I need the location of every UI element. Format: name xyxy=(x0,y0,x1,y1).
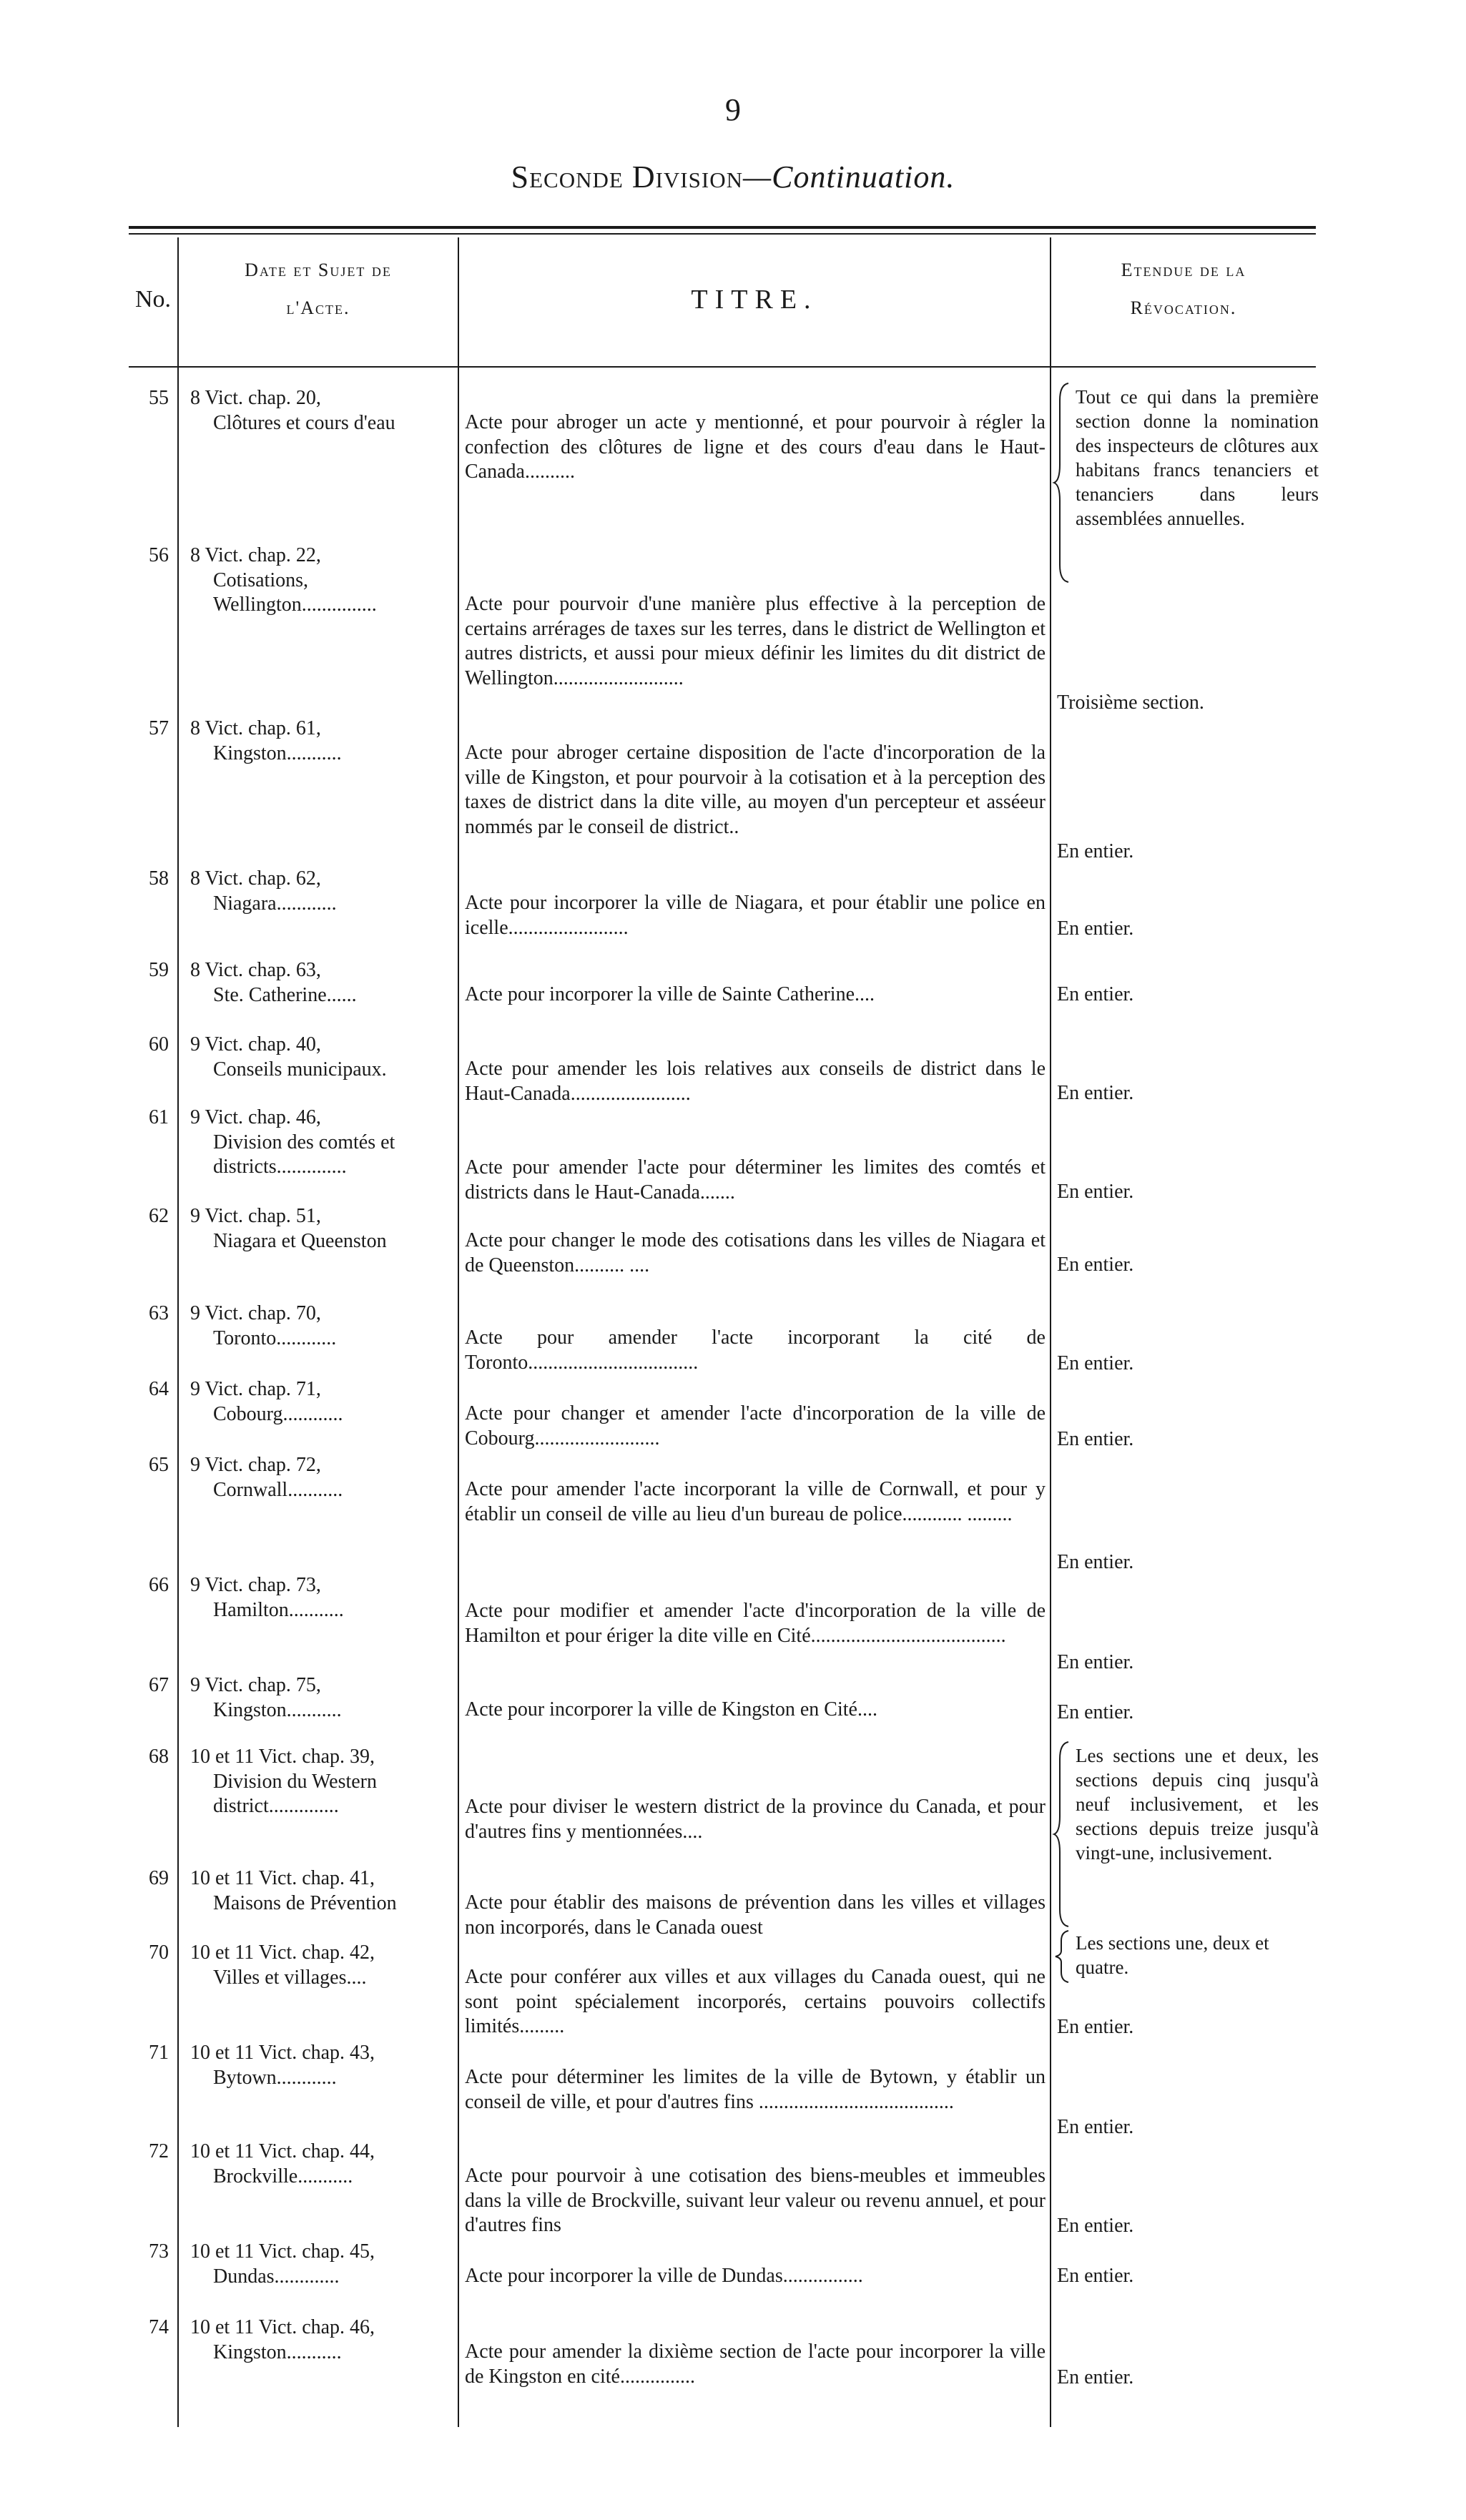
row-no: 58 xyxy=(149,867,169,890)
column-no: No. xyxy=(134,286,172,312)
brace-68-69 xyxy=(1051,1738,1323,1931)
left-brace-icon xyxy=(1051,1738,1073,1931)
row-date xyxy=(190,1941,455,1990)
row-date-line1: 10 et 11 Vict. chap. 45, xyxy=(190,2240,375,2263)
row-date-line1: 8 Vict. chap. 61, xyxy=(190,717,321,739)
row-etendue: En entier. xyxy=(1057,1551,1134,1573)
row-date xyxy=(190,2140,455,2189)
row-date-line2: Niagara............ xyxy=(213,892,337,915)
row-date-line1: 10 et 11 Vict. chap. 39, xyxy=(190,1746,375,1768)
row-date-line1: 8 Vict. chap. 62, xyxy=(190,867,321,890)
row-no: 56 xyxy=(149,544,169,566)
row-no: 62 xyxy=(149,1205,169,1227)
row-titre: Acte pour incorporer la ville de Kingston en Cité.... xyxy=(465,1698,877,1721)
row-date-line2: Clôtures et cours d'eau xyxy=(213,411,395,434)
row-titre: Acte pour établir des maisons de prévention dans les villes et villages non incorporés, dans le Canada ouest xyxy=(465,1891,1046,1939)
row-no: 68 xyxy=(149,1746,169,1768)
row-date-line1: 8 Vict. chap. 20, xyxy=(190,387,321,409)
body-divider-3 xyxy=(1050,368,1051,2427)
row-date-line1: 10 et 11 Vict. chap. 44, xyxy=(190,2140,375,2162)
row-no: 66 xyxy=(149,1574,169,1596)
brace-text-55-56: Tout ce qui dans la première section donne la nomination des inspecteurs de clôtures aux habitans francs tenanciers et tenanciers dans leurs assemblées annuelles. xyxy=(1076,386,1319,529)
row-date-line2: Maisons de Prévention xyxy=(213,1891,397,1914)
row-titre: Acte pour amender l'acte incorporant la cité de Toronto.................................. xyxy=(465,1327,1046,1374)
row-date xyxy=(190,2041,455,2090)
row-date-line2: Ste. Catherine...... xyxy=(213,983,357,1006)
row-etendue: Troisième section. xyxy=(1057,691,1204,714)
row-date-line1: 10 et 11 Vict. chap. 43, xyxy=(190,2042,375,2064)
row-date-line2: Dundas............. xyxy=(213,2265,340,2288)
row-date-line1: 9 Vict. chap. 70, xyxy=(190,1302,321,1324)
row-etendue: En entier. xyxy=(1057,840,1134,862)
row-titre: Acte pour incorporer la ville de Dundas................ xyxy=(465,2265,863,2287)
column-etendue xyxy=(1051,259,1316,320)
row-date-line2: Kingston........... xyxy=(213,2341,342,2363)
row-date xyxy=(190,2315,455,2365)
row-no: 74 xyxy=(149,2316,169,2338)
row-etendue: En entier. xyxy=(1057,1254,1134,1276)
row-date-line1: 8 Vict. chap. 63, xyxy=(190,959,321,981)
row-date-line1: 9 Vict. chap. 72, xyxy=(190,1454,321,1476)
row-date-line1: 9 Vict. chap. 71, xyxy=(190,1378,321,1400)
row-etendue: En entier. xyxy=(1057,1428,1134,1450)
row-etendue: En entier. xyxy=(1057,2366,1134,2388)
row-date xyxy=(190,958,455,1008)
row-date xyxy=(190,2240,455,2289)
row-date-line2: Cobourg............ xyxy=(213,1402,343,1425)
row-no: 64 xyxy=(149,1378,169,1400)
row-etendue: En entier. xyxy=(1057,2265,1134,2287)
row-date-line1: 10 et 11 Vict. chap. 41, xyxy=(190,1867,375,1889)
row-titre: Acte pour modifier et amender l'acte d'incorporation de la ville de Hamilton et pour ériger la dite ville en Cité....................................... xyxy=(465,1600,1046,1647)
row-date xyxy=(190,386,455,435)
header-bottom-rule xyxy=(129,366,1316,368)
row-date-line2: Toronto............ xyxy=(213,1327,337,1349)
row-etendue: En entier. xyxy=(1057,2116,1134,2138)
row-date xyxy=(190,1673,455,1723)
brace-70 xyxy=(1051,1928,1323,1985)
row-no: 73 xyxy=(149,2240,169,2263)
row-date xyxy=(190,1745,455,1819)
left-brace-icon xyxy=(1051,379,1073,586)
row-etendue: En entier. xyxy=(1057,2016,1134,2038)
row-titre: Acte pour incorporer la ville de Sainte Catherine.... xyxy=(465,983,875,1005)
row-date xyxy=(190,1033,455,1082)
row-date-line2: Bytown............ xyxy=(213,2066,337,2089)
row-date-line2: Niagara et Queenston xyxy=(213,1229,387,1252)
row-no: 57 xyxy=(149,717,169,739)
row-etendue: En entier. xyxy=(1057,1701,1134,1723)
row-etendue: En entier. xyxy=(1057,2215,1134,2237)
row-titre: Acte pour abroger un acte y mentionné, et pour pourvoir à régler la confection des clôtures de ligne et des cours d'eau dans le Haut-Canada.......... xyxy=(465,411,1046,483)
brace-55-56 xyxy=(1051,379,1323,586)
brace-text-70: Les sections une, deux et quatre. xyxy=(1076,1932,1269,1978)
row-no: 69 xyxy=(149,1867,169,1889)
row-date xyxy=(190,1453,455,1502)
row-etendue: En entier. xyxy=(1057,1651,1134,1673)
row-date-line1: 10 et 11 Vict. chap. 42, xyxy=(190,1941,375,1964)
row-date xyxy=(190,543,455,618)
row-etendue: En entier. xyxy=(1057,1082,1134,1104)
row-titre: Acte pour pourvoir à une cotisation des biens-meubles et immeubles dans la ville de Brockville, suivant leur valeur ou revenu annuel, et pour d'autres fins xyxy=(465,2165,1046,2236)
row-titre: Acte pour déterminer les limites de la ville de Bytown, y établir un conseil de ville, et pour d'autres fins ....................................... xyxy=(465,2066,1046,2113)
row-date-line2: Cotisations, Wellington............... xyxy=(213,569,377,616)
row-date-line1: 9 Vict. chap. 51, xyxy=(190,1205,321,1227)
header-continuation: —Continuation. xyxy=(742,159,955,195)
row-no: 60 xyxy=(149,1033,169,1055)
body-divider-2 xyxy=(458,368,459,2427)
row-date-line2: Division des comtés et districts.............. xyxy=(213,1131,395,1178)
row-no: 65 xyxy=(149,1454,169,1476)
row-date-line1: 9 Vict. chap. 46, xyxy=(190,1106,321,1128)
left-brace-icon xyxy=(1051,1928,1073,1985)
row-date xyxy=(190,717,455,766)
row-titre: Acte pour amender la dixième section de l'acte pour incorporer la ville de Kingston en cité............... xyxy=(465,2341,1046,2388)
row-date-line2: Kingston........... xyxy=(213,1698,342,1721)
row-date xyxy=(190,867,455,916)
row-titre: Acte pour amender l'acte pour déterminer les limites des comtés et districts dans le Haut-Canada....... xyxy=(465,1156,1046,1204)
page-number: 9 xyxy=(725,92,741,127)
row-date-line1: 9 Vict. chap. 73, xyxy=(190,1574,321,1596)
column-date-line2: l'Acte. xyxy=(286,297,350,318)
top-rule-thin xyxy=(129,233,1316,235)
row-titre: Acte pour conférer aux villes et aux villages du Canada ouest, qui ne sont point spécialement incorporés, certains pouvoirs collectifs limités......... xyxy=(465,1966,1046,2037)
row-titre: Acte pour diviser le western district de la province du Canada, et pour d'autres fins y mentionnées.... xyxy=(465,1796,1046,1843)
column-etendue-line2: Révocation. xyxy=(1130,297,1237,318)
column-titre: TITRE. xyxy=(691,285,818,315)
body-divider-1 xyxy=(177,368,179,2427)
row-no: 55 xyxy=(149,387,169,409)
row-date-line1: 8 Vict. chap. 22, xyxy=(190,544,321,566)
row-no: 72 xyxy=(149,2140,169,2162)
column-date xyxy=(179,259,458,320)
row-date xyxy=(190,1573,455,1623)
row-etendue: En entier. xyxy=(1057,1181,1134,1203)
row-no: 61 xyxy=(149,1106,169,1128)
row-date-line2: Cornwall........... xyxy=(213,1478,343,1501)
row-no: 71 xyxy=(149,2042,169,2064)
row-date-line2: Villes et villages.... xyxy=(213,1966,367,1989)
row-date-line1: 10 et 11 Vict. chap. 46, xyxy=(190,2316,375,2338)
header-division: Seconde Division xyxy=(511,159,743,195)
row-date xyxy=(190,1106,448,1180)
row-date-line2: Kingston........... xyxy=(213,742,342,764)
row-no: 59 xyxy=(149,959,169,981)
row-titre: Acte pour incorporer la ville de Niagara, et pour établir une police en icelle........................ xyxy=(465,892,1046,939)
row-date xyxy=(190,1377,455,1427)
column-etendue-line1: Etendue de la xyxy=(1121,260,1246,280)
row-etendue: En entier. xyxy=(1057,917,1134,940)
row-etendue: En entier. xyxy=(1057,983,1134,1005)
row-no: 63 xyxy=(149,1302,169,1324)
row-titre: Acte pour changer le mode des cotisations dans les villes de Niagara et de Queenston.......... .... xyxy=(465,1229,1046,1276)
row-date-line2: Brockville........... xyxy=(213,2165,353,2187)
row-date xyxy=(190,1204,455,1254)
brace-text-68-69: Les sections une et deux, les sections depuis cinq jusqu'à neuf inclusivement, et les sections depuis treize jusqu'à vingt-une, inclusivement. xyxy=(1076,1745,1319,1864)
row-date-line2: Division du Western district.............. xyxy=(213,1770,377,1817)
row-titre: Acte pour amender l'acte incorporant la ville de Cornwall, et pour y établir un conseil de ville au lieu d'un bureau de police............ ......... xyxy=(465,1478,1046,1525)
row-date-line2: Conseils municipaux. xyxy=(213,1058,387,1081)
row-titre: Acte pour changer et amender l'acte d'incorporation de la ville de Cobourg......................... xyxy=(465,1402,1046,1450)
row-date xyxy=(190,1301,455,1351)
row-etendue: En entier. xyxy=(1057,1352,1134,1374)
column-date-line1: Date et Sujet de xyxy=(245,260,392,280)
row-date-line1: 9 Vict. chap. 75, xyxy=(190,1674,321,1696)
page-header xyxy=(0,159,1466,195)
row-date-line1: 9 Vict. chap. 40, xyxy=(190,1033,321,1055)
row-no: 70 xyxy=(149,1941,169,1964)
row-titre: Acte pour abroger certaine disposition de l'acte d'incorporation de la ville de Kingston, et pour pourvoir à la cotisation et à la perception des taxes de district dans la dite ville, au moyen d'un percepteur et asséeur nommés par le conseil de district.. xyxy=(465,742,1046,838)
row-no: 67 xyxy=(149,1674,169,1696)
top-rule-thick xyxy=(129,226,1316,229)
row-date xyxy=(190,1866,455,1916)
row-titre: Acte pour pourvoir d'une manière plus effective à la perception de certains arrérages de taxes sur les terres, dans le district de Wellington et autres districts, et aussi pour mieux définir les limites du dit district de Wellington.......................... xyxy=(465,593,1046,689)
row-date-line2: Hamilton........... xyxy=(213,1598,344,1621)
row-titre: Acte pour amender les lois relatives aux conseils de district dans le Haut-Canada........................ xyxy=(465,1058,1046,1105)
